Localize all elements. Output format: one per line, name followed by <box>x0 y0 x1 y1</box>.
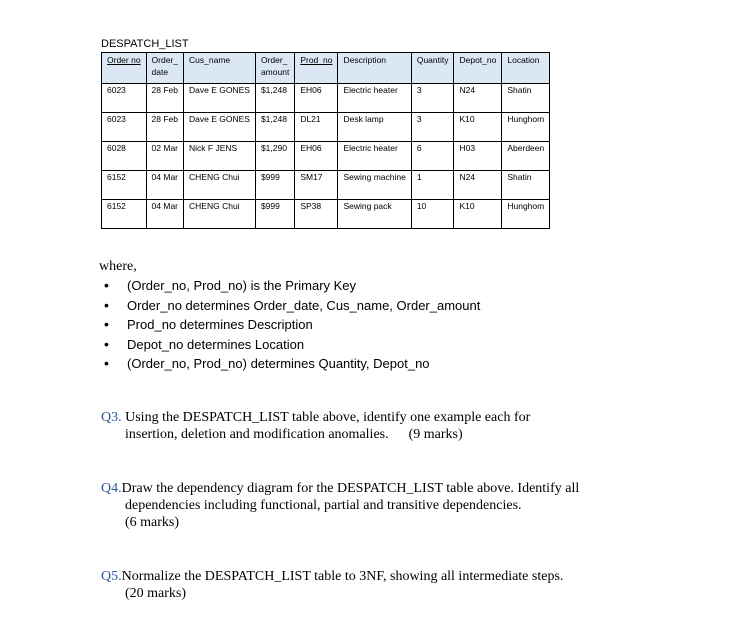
despatch-list-table <box>101 52 550 229</box>
table-cell: EH06 <box>295 84 338 113</box>
column-header <box>454 53 502 84</box>
table-cell: $1,290 <box>255 142 294 171</box>
table-row <box>102 171 550 200</box>
question-4-number: Q4. <box>101 481 122 496</box>
table-cell: K10 <box>454 113 502 142</box>
table-cell: Sewing machine <box>338 171 411 200</box>
table-cell: 3 <box>411 84 454 113</box>
table-cell: Electric heater <box>338 84 411 113</box>
table-header <box>102 53 550 84</box>
column-header-line2: date <box>151 67 169 77</box>
column-header <box>411 53 454 84</box>
column-header-line1: Order_ <box>260 55 288 65</box>
column-header-line2: amount <box>260 67 290 77</box>
column-header-line1: Location <box>507 55 540 65</box>
rule-item: • (Order_no, Prod_no) is the Primary Key <box>101 276 480 296</box>
table-cell: 6152 <box>102 171 147 200</box>
table-cell: 04 Mar <box>146 200 183 229</box>
table-title: DESPATCH_LIST <box>101 38 189 50</box>
table-cell: 28 Feb <box>146 84 183 113</box>
question-5 <box>101 568 563 602</box>
table-cell: Shatin <box>502 84 550 113</box>
table-cell: 28 Feb <box>146 113 183 142</box>
table-cell: 10 <box>411 200 454 229</box>
table-cell: N24 <box>454 171 502 200</box>
column-header-line1: Cus_name <box>189 55 231 65</box>
table-cell: 04 Mar <box>146 171 183 200</box>
table-row <box>102 142 550 171</box>
table-cell: DL21 <box>295 113 338 142</box>
table-cell: Dave E GONES <box>184 113 256 142</box>
table-cell: Nick F JENS <box>184 142 256 171</box>
table-cell: $999 <box>255 200 294 229</box>
table-cell: 02 Mar <box>146 142 183 171</box>
rule-item: • (Order_no, Prod_no) determines Quantity, Depot_no <box>101 354 480 374</box>
table-cell: Desk lamp <box>338 113 411 142</box>
table-cell: SP38 <box>295 200 338 229</box>
column-header <box>184 53 256 84</box>
where-label: where, <box>99 259 137 274</box>
table-cell: SM17 <box>295 171 338 200</box>
table-cell: Hunghom <box>502 113 550 142</box>
table-cell: CHENG Chui <box>184 171 256 200</box>
column-header-line1: Prod_no <box>300 55 333 65</box>
column-header-line1: Depot_no <box>459 55 497 65</box>
table-cell: Dave E GONES <box>184 84 256 113</box>
question-3 <box>101 409 530 443</box>
table-cell: 6023 <box>102 113 147 142</box>
header-row <box>102 53 550 84</box>
question-4-text-line2: dependencies including functional, partial and transitive dependencies. <box>125 498 522 513</box>
table-cell: 6023 <box>102 84 147 113</box>
table-row <box>102 113 550 142</box>
column-header-line1: Quantity <box>416 55 449 65</box>
column-header <box>295 53 338 84</box>
question-3-number: Q3. <box>101 410 122 425</box>
column-header <box>338 53 411 84</box>
table-cell: $1,248 <box>255 113 294 142</box>
table-row <box>102 84 550 113</box>
rule-item: • Depot_no determines Location <box>101 335 480 355</box>
table-cell: 6028 <box>102 142 147 171</box>
question-5-text-line1: Normalize the DESPATCH_LIST table to 3NF, showing all intermediate steps. <box>121 569 564 584</box>
table-body <box>102 84 550 229</box>
table-cell: 3 <box>411 113 454 142</box>
column-header <box>146 53 183 84</box>
table-cell: N24 <box>454 84 502 113</box>
column-header <box>255 53 294 84</box>
question-5-marks: (20 marks) <box>125 586 187 601</box>
table-cell: Sewing pack <box>338 200 411 229</box>
question-4-text-line1: Draw the dependency diagram for the DESPATCH_LIST table above. Identify all <box>121 481 580 496</box>
rule-item: • Order_no determines Order_date, Cus_name, Order_amount <box>101 296 480 316</box>
table-cell: Hunghom <box>502 200 550 229</box>
table-cell: K10 <box>454 200 502 229</box>
table-cell: H03 <box>454 142 502 171</box>
table-cell: 6152 <box>102 200 147 229</box>
question-3-text-line1: Using the DESPATCH_LIST table above, identify one example each for <box>121 410 531 425</box>
question-4-marks: (6 marks) <box>125 515 180 530</box>
question-3-marks: (9 marks) <box>408 427 463 442</box>
question-4 <box>101 480 579 531</box>
column-header-line1: Order no <box>107 55 141 65</box>
table-cell: 1 <box>411 171 454 200</box>
column-header-line1: Description <box>343 55 386 65</box>
table-cell: $1,248 <box>255 84 294 113</box>
column-header <box>102 53 147 84</box>
table-cell: 6 <box>411 142 454 171</box>
dependency-rules-list <box>101 276 480 374</box>
table-cell: EH06 <box>295 142 338 171</box>
question-5-number: Q5. <box>101 569 122 584</box>
table-cell: $999 <box>255 171 294 200</box>
table-row <box>102 200 550 229</box>
column-header <box>502 53 550 84</box>
table-cell: Aberdeen <box>502 142 550 171</box>
table-cell: CHENG Chui <box>184 200 256 229</box>
table-cell: Electric heater <box>338 142 411 171</box>
column-header-line1: Order_ <box>151 55 179 65</box>
table-cell: Shatin <box>502 171 550 200</box>
question-3-text-line2: insertion, deletion and modification anomalies. <box>125 427 389 442</box>
rule-item: • Prod_no determines Description <box>101 315 480 335</box>
